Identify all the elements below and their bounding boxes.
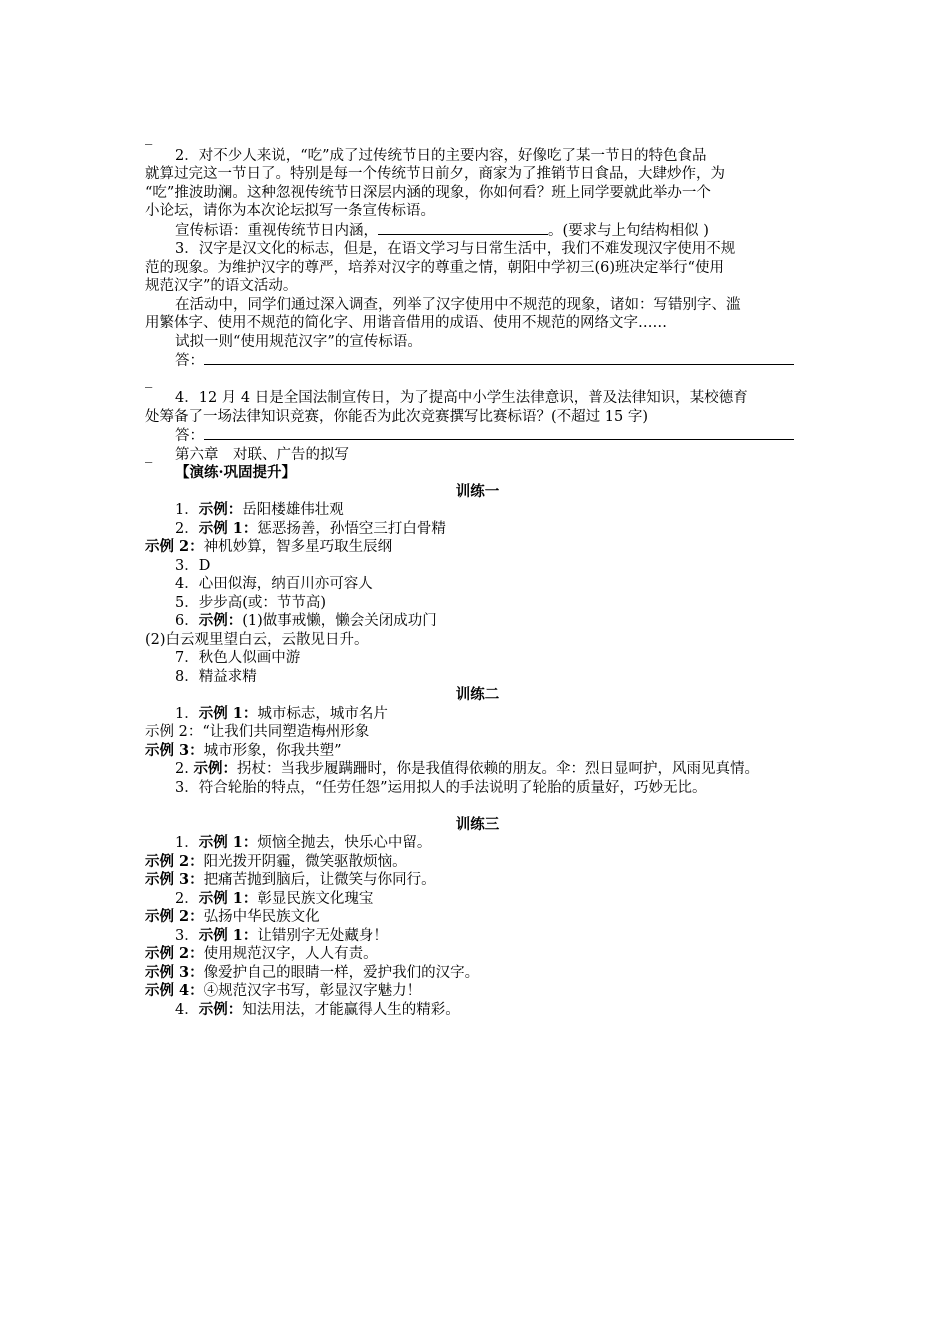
answer-text: 示例 2：“让我们共同塑造梅州形象 <box>145 724 370 740</box>
answer-text: 知法用法，才能赢得人生的精彩。 <box>242 1001 460 1018</box>
answer-text: 弘扬中华民族文化 <box>203 909 320 925</box>
answer-text: 把痛苦抛到脑后，让微笑与你同行。 <box>203 872 436 888</box>
answer-text: D <box>198 557 211 574</box>
slogan-prefix: 宣传标语：重视传统节日内涵， <box>175 222 378 239</box>
answer-item <box>145 964 810 983</box>
answer-item <box>145 908 810 927</box>
question-4-answer-line <box>145 426 810 446</box>
answer-item <box>145 982 810 1001</box>
answer-text: 像爱护自己的眼睛一样，爱护我们的汉字。 <box>203 964 480 981</box>
answer-example-label: 示例 1： <box>198 704 258 722</box>
answer-item <box>145 575 810 594</box>
answer-example-label: 示例 2： <box>145 538 204 555</box>
training-2-title: 训练二 <box>455 686 500 703</box>
answer-text: 让错别字无处藏身！ <box>257 927 388 944</box>
question-3-line-3: 规范汉字”的语文活动。 <box>145 278 298 294</box>
answer-item <box>145 705 810 724</box>
answer-number: 3． <box>175 557 199 574</box>
chapter-title: 第六章 对联、广告的拟写 <box>175 446 349 463</box>
answer-item <box>145 538 810 557</box>
training-3-title: 训练三 <box>455 815 500 833</box>
slogan-line <box>145 221 810 241</box>
answer-item <box>145 760 810 779</box>
answer-example-label: 示例 1： <box>198 519 258 537</box>
answer-number: 2． <box>175 890 199 907</box>
answer-example-label: 示例 1： <box>198 926 258 944</box>
answer-example-label: 示例 3： <box>145 871 204 888</box>
question-3-answer-field[interactable] <box>204 351 794 365</box>
question-2-line-2: 就算过完这一节日了。特别是每一个传统节日前夕，商家为了推销节日食品，大肆炒作，为 <box>145 166 725 182</box>
answer-text: 阳光拨开阴霾，微笑驱散烦恼。 <box>203 853 407 870</box>
answer-example-label: 示例 2： <box>145 945 204 962</box>
answer-text: 城市标志，城市名片 <box>257 705 388 722</box>
answer-item <box>145 612 810 631</box>
answer-item <box>145 890 810 909</box>
answer-text: 神机妙算，智多星巧取生辰纲 <box>203 539 393 555</box>
question-3-answer-line <box>145 351 810 371</box>
answer-item <box>145 945 810 964</box>
answer-item <box>145 779 810 798</box>
question-3-prompt: 试拟一则“使用规范汉字”的宣传标语。 <box>175 333 422 350</box>
answer-number: 6． <box>175 613 199 629</box>
question-2-line-1: 2．对不少人来说，“吃”成了过传统节日的主要内容，好像吃了某一节日的特色食品 <box>175 147 707 164</box>
answer-item <box>145 723 810 742</box>
answer-number: 2. <box>175 761 194 777</box>
answer-text: (1)做事戒懒，懒会关闭成功门 <box>242 613 437 629</box>
answer-number: 2． <box>175 520 199 537</box>
answer-item <box>145 871 810 890</box>
trailing-dash: _ <box>145 371 153 388</box>
answer-text: 步步高(或：节节高) <box>198 594 327 611</box>
answer-item <box>145 1001 810 1020</box>
question-4-answer-field[interactable] <box>204 426 794 440</box>
answer-example-label: 示例： <box>198 612 243 629</box>
answer-example-label: 示例 3： <box>145 741 204 759</box>
answer-text: 拐杖：当我步履蹒跚时，你是我值得依赖的朋友。伞：烈日显呵护，风雨见真情。 <box>236 761 759 777</box>
answer-text: (2)白云观里望白云，云散见日升。 <box>145 631 369 648</box>
answer-text: 使用规范汉字，人人有责。 <box>203 946 378 962</box>
question-3-activity-line-2: 用繁体字、使用不规范的简化字、用谐音借用的成语、使用不规范的网络文字…… <box>145 315 667 331</box>
question-2-line-3: “吃”推波助澜。这种忽视传统节日深层内涵的现象，你如何看？班上同学要就此举办一个 <box>145 184 711 201</box>
answer-number: 3． <box>175 927 199 944</box>
answer-text: 惩恶扬善，孙悟空三打白骨精 <box>257 520 446 537</box>
answer-label: 答： <box>175 428 204 444</box>
answer-text: 彰显民族文化瑰宝 <box>257 890 374 907</box>
answer-number: 1． <box>175 835 199 851</box>
answer-text: 秋色人似画中游 <box>198 650 301 666</box>
answer-label: 答： <box>175 353 204 369</box>
answer-example-label: 示例 1： <box>198 834 258 851</box>
answer-item <box>145 594 810 613</box>
answer-example-label: 示例： <box>198 501 243 518</box>
answer-text: 城市形象，你我共塑” <box>203 742 342 759</box>
answer-example-label: 示例 2： <box>145 908 204 925</box>
question-3-activity-line-1: 在活动中，同学们通过深入调查，列举了汉字使用中不规范的现象，诸如：写错别字、滥 <box>175 296 741 313</box>
document-page <box>145 128 810 1019</box>
answer-number: 5． <box>175 594 199 611</box>
answer-item <box>145 631 810 650</box>
answer-example-label: 示例 1： <box>198 889 258 907</box>
training-3-list <box>145 834 810 1019</box>
answer-item <box>145 501 810 520</box>
slogan-answer-blank[interactable] <box>378 221 548 235</box>
answer-item <box>145 557 810 576</box>
answer-number: 4． <box>175 1001 199 1018</box>
answer-item <box>145 649 810 668</box>
answer-number: 8． <box>175 668 199 685</box>
section-heading: 【演练·巩固提升】 <box>175 464 297 481</box>
answer-number: 7． <box>175 650 199 666</box>
answer-example-label: 示例： <box>198 1000 243 1018</box>
answer-example-label: 示例 2： <box>145 852 204 870</box>
answer-text: 烦恼全抛去，快乐心中留。 <box>257 835 432 851</box>
answer-text: 符合轮胎的特点，“任劳任怨”运用拟人的手法说明了轮胎的质量好，巧妙无比。 <box>198 779 707 796</box>
training-1-list <box>145 501 810 686</box>
answer-item <box>145 668 810 687</box>
answer-item <box>145 853 810 872</box>
answer-text: 精益求精 <box>198 668 257 685</box>
question-2-line-4: 小论坛，请你为本次论坛拟写一条宣传标语。 <box>145 203 435 219</box>
answer-item <box>145 520 810 539</box>
question-3-line-2: 范的现象。为维护汉字的尊严，培养对汉字的尊重之情，朝阳中学初三(6)班决定举行“使用 <box>145 259 724 276</box>
answer-item <box>145 742 810 761</box>
trailing-dash: _ <box>145 129 153 145</box>
answer-item <box>145 927 810 946</box>
answer-number: 4． <box>175 576 199 592</box>
trailing-dash: _ <box>145 446 153 463</box>
question-4-line-1: 4．12 月 4 日是全国法制宣传日，为了提高中小学生法律意识，普及法律知识，某校德育 <box>175 390 748 406</box>
slogan-suffix: 。(要求与上句结构相似 ) <box>548 222 709 239</box>
answer-example-label: 示例 3： <box>145 963 204 981</box>
answer-number: 3． <box>175 779 199 796</box>
question-3-line-1: 3．汉字是汉文化的标志，但是，在语文学习与日常生活中，我们不难发现汉字使用不规 <box>175 241 736 257</box>
answer-example-label: 示例 4： <box>145 982 204 999</box>
training-1-title: 训练一 <box>455 482 500 500</box>
spacer <box>145 797 810 816</box>
training-2-list <box>145 705 810 798</box>
question-4-line-2: 处筹备了一场法律知识竞赛，你能否为此次竞赛撰写比赛标语？(不超过 15 字) <box>145 408 648 425</box>
answer-text: ④规范汉字书写，彰显汉字魅力！ <box>203 983 422 999</box>
answer-item <box>145 834 810 853</box>
answer-text: 岳阳楼雄伟壮观 <box>242 502 344 518</box>
answer-number: 1． <box>175 502 199 518</box>
answer-text: 心田似海，纳百川亦可容人 <box>198 576 373 592</box>
answer-number: 1． <box>175 705 199 722</box>
answer-example-label: 示例： <box>193 760 237 777</box>
